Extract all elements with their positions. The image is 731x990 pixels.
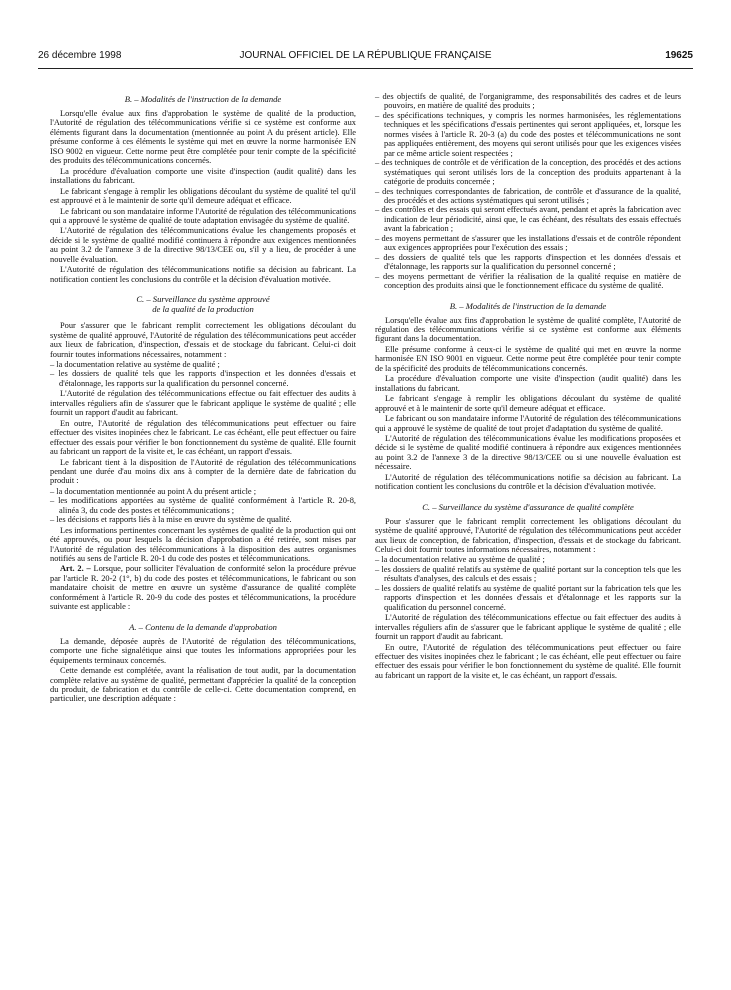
section-heading-c: C. – Surveillance du système d'assurance de qualité complète	[422, 501, 634, 512]
paragraph: En outre, l'Autorité de régulation des télécommunications peut effectuer ou faire effectuer des visites inopinées chez le fabricant ; le cas échéant, elle peut effectuer ou faire effectuer des essais pour vérifier le bon fonctionnement du système de qualité. Elle fournit au fabricant un rapport de la visite et, le cas échéant, un rapport d'essais.	[375, 642, 681, 680]
list	[375, 555, 681, 612]
paragraph: L'Autorité de régulation des télécommunications évalue les modifications proposées et décide si le système de qualité modifié continuera à répondre aux exigences mentionnées au point 3.2 de l'annexe 3 de la directive 98/13/CEE ou si une nouvelle évaluation est nécessaire.	[375, 433, 681, 472]
paragraph: L'Autorité de régulation des télécommunications effectue ou fait effectuer des audits à intervalles réguliers afin de s'assurer que le fabricant applique le système de qualité ; elle fournit un rapport d'audit au fabricant.	[375, 613, 681, 642]
list-item: – des techniques correspondantes de fabrication, de contrôle et d'assurance de la qualité, des procédés et des actions systématiques qui seront utilisés ;	[375, 187, 681, 206]
paragraph: L'Autorité de régulation des télécommunications notifie sa décision au fabricant. La notification contient les conclusions du contrôle et la décision d'évaluation motivée.	[50, 265, 356, 284]
list-item: – des objectifs de qualité, de l'organigramme, des responsabilités des cadres et de leurs pouvoirs, en matière de qualité des produits ;	[375, 92, 681, 111]
paragraph: Pour s'assurer que le fabricant remplit correctement les obligations découlant du système de qualité approuvé, l'Autorité de régulation des télécommunications peut accéder aux lieux de conception, de fabrication, d'inspection, d'essais et de stockage du fabricant. Celui-ci doit fournir toutes informations nécessaires, notamment :	[375, 516, 681, 555]
list-item: – les décisions et rapports liés à la mise en œuvre du système de qualité.	[50, 515, 356, 524]
list-item: – la documentation mentionnée au point A du présent article ;	[50, 487, 356, 496]
list-item: – des techniques de contrôle et de vérification de la conception, des procédés et des actions systématiques qui seront utilisés lors de la conception des produits appartenant à la catégorie de produits concernée ;	[375, 158, 681, 186]
section-heading-c-line1: C. – Surveillance du système approuvé	[136, 294, 270, 305]
list-item: – des moyens permettant de s'assurer que les installations d'essais et de contrôle répondent aux exigences appropriées pour l'exécution des essais ;	[375, 234, 681, 253]
paragraph: L'Autorité de régulation des télécommunications effectue ou fait effectuer des audits à intervalles réguliers afin de s'assurer que le fabricant applique le système de qualité ; elle fournit un rapport d'audit au fabricant.	[50, 389, 356, 418]
paragraph: La procédure d'évaluation comporte une visite d'inspection (audit qualité) dans les installations du fabricant.	[375, 374, 681, 393]
list-item: – les modifications apportées au système de qualité conformément à l'article R. 20-8, alinéa 3, du code des postes et télécommunications ;	[50, 496, 356, 515]
paragraph: La procédure d'évaluation comporte une visite d'inspection (audit qualité) dans les installations du fabricant.	[50, 166, 356, 186]
paragraph: Lorsqu'elle évalue aux fins d'approbation le système de qualité de la production, l'Autorité de régulation des télécommunications vérifie si ce système est conforme aux éléments figurant dans la documentation (mentionnée au point A du présent article). Elle présume conforme à ces éléments le système qui met en œuvre la norme harmonisée EN ISO 9002 en vigueur. Cette norme peut être complétée pour tenir compte de la spécificité des produits des télécommunications concernés.	[50, 109, 356, 166]
paragraph: Le fabricant ou son mandataire informe l'Autorité de régulation des télécommunications qui a approuvé le système de qualité de toute adaptation envisagée du système de qualité.	[50, 206, 356, 225]
list-item: – des contrôles et des essais qui seront effectués avant, pendant et après la fabrication avec indication de leur périodicité, ainsi que, le cas échéant, des résultats des essais effectués avant la fabrication ;	[375, 205, 681, 233]
list-item: – la documentation relative au système de qualité ;	[50, 360, 356, 369]
list-item: – la documentation relative au système de qualité ;	[375, 555, 681, 564]
paragraph: Elle présume conforme à ceux-ci le système de qualité qui met en œuvre la norme harmonisée EN ISO 9001 en vigueur. Cette norme peut être complétée pour tenir compte de la spécificité des produits de télécommunications concernés.	[375, 344, 681, 373]
right-column	[375, 92, 681, 681]
list-item: – les dossiers de qualité relatifs au système de qualité portant sur la fabrication tels que les rapports d'inspection et les données d'essais et d'étalonnage et les rapports sur la qualification du personnel concerné.	[375, 584, 681, 612]
header-rule	[38, 68, 693, 69]
paragraph: Lorsqu'elle évalue aux fins d'approbation le système de qualité complète, l'Autorité de régulation des télécommunications vérifie si ce système est conforme aux éléments figurant dans la documentation.	[375, 315, 681, 344]
paragraph: Pour s'assurer que le fabricant remplit correctement les obligations découlant du système de qualité approuvé, l'Autorité de régulation des télécommunications peut accéder aux lieux de fabrication, d'inspection, d'essais et de stockage du fabricant. Celui-ci doit fournir toutes informations nécessaires, notamment :	[50, 321, 356, 359]
paragraph: Les informations pertinentes concernant les systèmes de qualité de la production qui ont été approuvés, ou pour lesquels la décision d'approbation a été retirée, sont mises par l'Autorité de régulation des télécommunications à la disposition des autres organismes notifiés au sens de l'article R. 20-1 du code des postes et télécommunications.	[50, 525, 356, 564]
paragraph: Le fabricant s'engage à remplir les obligations découlant du système de qualité tel qu'il est approuvé et à le maintenir de sorte qu'il demeure adéquat et efficace.	[50, 186, 356, 206]
page-header	[38, 50, 693, 66]
list-item: – des spécifications techniques, y compris les normes harmonisées, les réglementations techniques et les spécifications d'essais pertinentes qui seront appliquées, et, lorsque les normes visées à l'article R. 20-3 (a) du code des postes et télécommunications ne sont pas appliquées entièrement, des moyens qui seront utilisés pour que les exigences visées par ce même article soient respectées ;	[375, 111, 681, 158]
paragraph: Le fabricant s'engage à remplir les obligations découlant du système de qualité approuvé et à le maintenir de sorte qu'il demeure adéquat et efficace.	[375, 394, 681, 413]
section-heading-c	[50, 294, 356, 314]
paragraph: Cette demande est complétée, avant la réalisation de tout audit, par la documentation complète relative au système de qualité, permettant d'apprécier la qualité de la conception du produit, de fabrication et du contrôle de celle-ci. Cette documentation comprend, en particulier, une description adéquate :	[50, 666, 356, 704]
list	[375, 92, 681, 291]
article-label: Art. 2. –	[60, 564, 91, 574]
article-text: Lorsque, pour solliciter l'évaluation de conformité selon la procédure prévue par l'article R. 20-2 (1°, b) du code des postes et télécommunications, le fabricant ou son mandataire choisit de mettre en œuvre un système d'assurance de qualité complète conformément à l'article R. 20-9 du code des postes et télécommunications, la procédure suivante est applicable :	[50, 564, 356, 612]
section-heading-a: A. – Contenu de la demande d'approbation	[129, 621, 277, 632]
list-item: – les dossiers de qualité relatifs au système de qualité portant sur la conception tels que les résultats d'analyses, des calculs et des essais ;	[375, 565, 681, 584]
paragraph: L'Autorité de régulation des télécommunications évalue les changements proposés et décide si le système de qualité modifié continuera à répondre aux exigences mentionnées au point 3.2 de l'annexe 3 de la directive 98/13/CEE ou, s'il y a lieu, de procéder à une nouvelle évaluation.	[50, 226, 356, 264]
left-column	[50, 92, 356, 705]
section-heading-c-line2: de la qualité de la production	[152, 304, 254, 315]
list-item: – des moyens permettant de vérifier la réalisation de la qualité requise en matière de conception des produits ainsi que le fonctionnement efficace du système de qualité.	[375, 272, 681, 291]
paragraph: Le fabricant ou son mandataire informe l'Autorité de régulation des télécommunications qui a approuvé le système de qualité de tout projet d'adaptation du système de qualité.	[375, 414, 681, 433]
list-item: – des dossiers de qualité tels que les rapports d'inspection et les données d'essais et d'étalonnage, les rapports sur la qualification du personnel concerné ;	[375, 253, 681, 272]
paragraph: L'Autorité de régulation des télécommunications notifie sa décision au fabricant. La notification contient les conclusions du contrôle et la décision d'évaluation motivée.	[375, 472, 681, 492]
paragraph: En outre, l'Autorité de régulation des télécommunications peut effectuer ou faire effectuer des visites inopinées chez le fabricant. Le cas échéant, elle peut effectuer ou faire effectuer des essais pour vérifier le bon fonctionnement du système de qualité. Elle fournit au fabricant un rapport de la visite et, le cas échéant, un rapport d'essais.	[50, 418, 356, 457]
list-item: – les dossiers de qualité tels que les rapports d'inspection et les données d'essais et d'étalonnage, les rapports sur la qualification du personnel concerné.	[50, 369, 356, 388]
paragraph: Le fabricant tient à la disposition de l'Autorité de régulation des télécommunications pendant une durée d'au moins dix ans à compter de la dernière date de fabrication du produit :	[50, 457, 356, 486]
header-page-number: 19625	[665, 50, 693, 61]
section-heading-b: B. – Modalités de l'instruction de la demande	[124, 94, 282, 104]
paragraph: La demande, déposée auprès de l'Autorité de régulation des télécommunications, comporte une fiche signalétique ainsi que toutes les informations appropriées pour les équipements terminaux concernés.	[50, 636, 356, 665]
list	[50, 487, 356, 525]
article-paragraph	[50, 564, 356, 611]
header-date: 26 décembre 1998	[38, 50, 122, 61]
header-title: JOURNAL OFFICIEL DE LA RÉPUBLIQUE FRANÇAISE	[239, 50, 492, 61]
section-heading-b: B. – Modalités de l'instruction de la demande	[449, 300, 607, 311]
list	[50, 360, 356, 388]
